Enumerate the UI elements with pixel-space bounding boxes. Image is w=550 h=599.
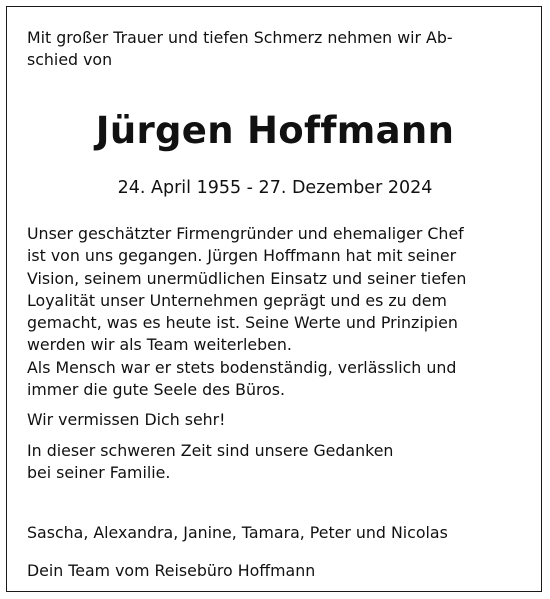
- intro-line: Mit großer Trauer und tiefen Schmerz nehmen wir Ab-: [27, 28, 453, 47]
- tribute-line: werden wir als Team weiterleben.: [27, 335, 292, 355]
- tribute-line: gemacht, was es heute ist. Seine Werte und Prinzipien: [27, 313, 458, 333]
- thoughts-paragraph: [27, 440, 523, 485]
- intro-text: [27, 27, 523, 71]
- tribute-paragraph: [27, 223, 523, 401]
- tribute-line: immer die gute Seele des Büros.: [27, 380, 286, 400]
- tribute-line: Unser geschätzter Firmengründer und ehemaliger Chef: [27, 224, 464, 243]
- miss-you-line: Wir vermissen Dich sehr!: [27, 410, 226, 430]
- thoughts-line: bei seiner Familie.: [27, 462, 171, 482]
- tribute-line: Loyalität unser Unternehmen geprägt und es zu dem: [27, 290, 447, 310]
- team-signature: Dein Team vom Reisebüro Hoffmann: [27, 561, 316, 581]
- signatories: Sascha, Alexandra, Janine, Tamara, Peter und Nicolas: [27, 523, 448, 543]
- tribute-line: Vision, seinem unermüdlichen Einsatz und seiner tiefen: [27, 268, 467, 288]
- thoughts-line: In dieser schweren Zeit sind unsere Gedanken: [27, 440, 394, 460]
- life-dates: 24. April 1955 - 27. Dezember 2024: [117, 178, 433, 198]
- tribute-line: ist von uns gegangen. Jürgen Hoffmann hat mit seiner: [27, 246, 457, 266]
- deceased-name: Jürgen Hoffmann: [95, 109, 455, 152]
- tribute-line: Als Mensch war er stets bodenständig, verlässlich und: [27, 357, 457, 377]
- intro-line: schied von: [27, 50, 113, 69]
- obituary-notice: [27, 27, 523, 582]
